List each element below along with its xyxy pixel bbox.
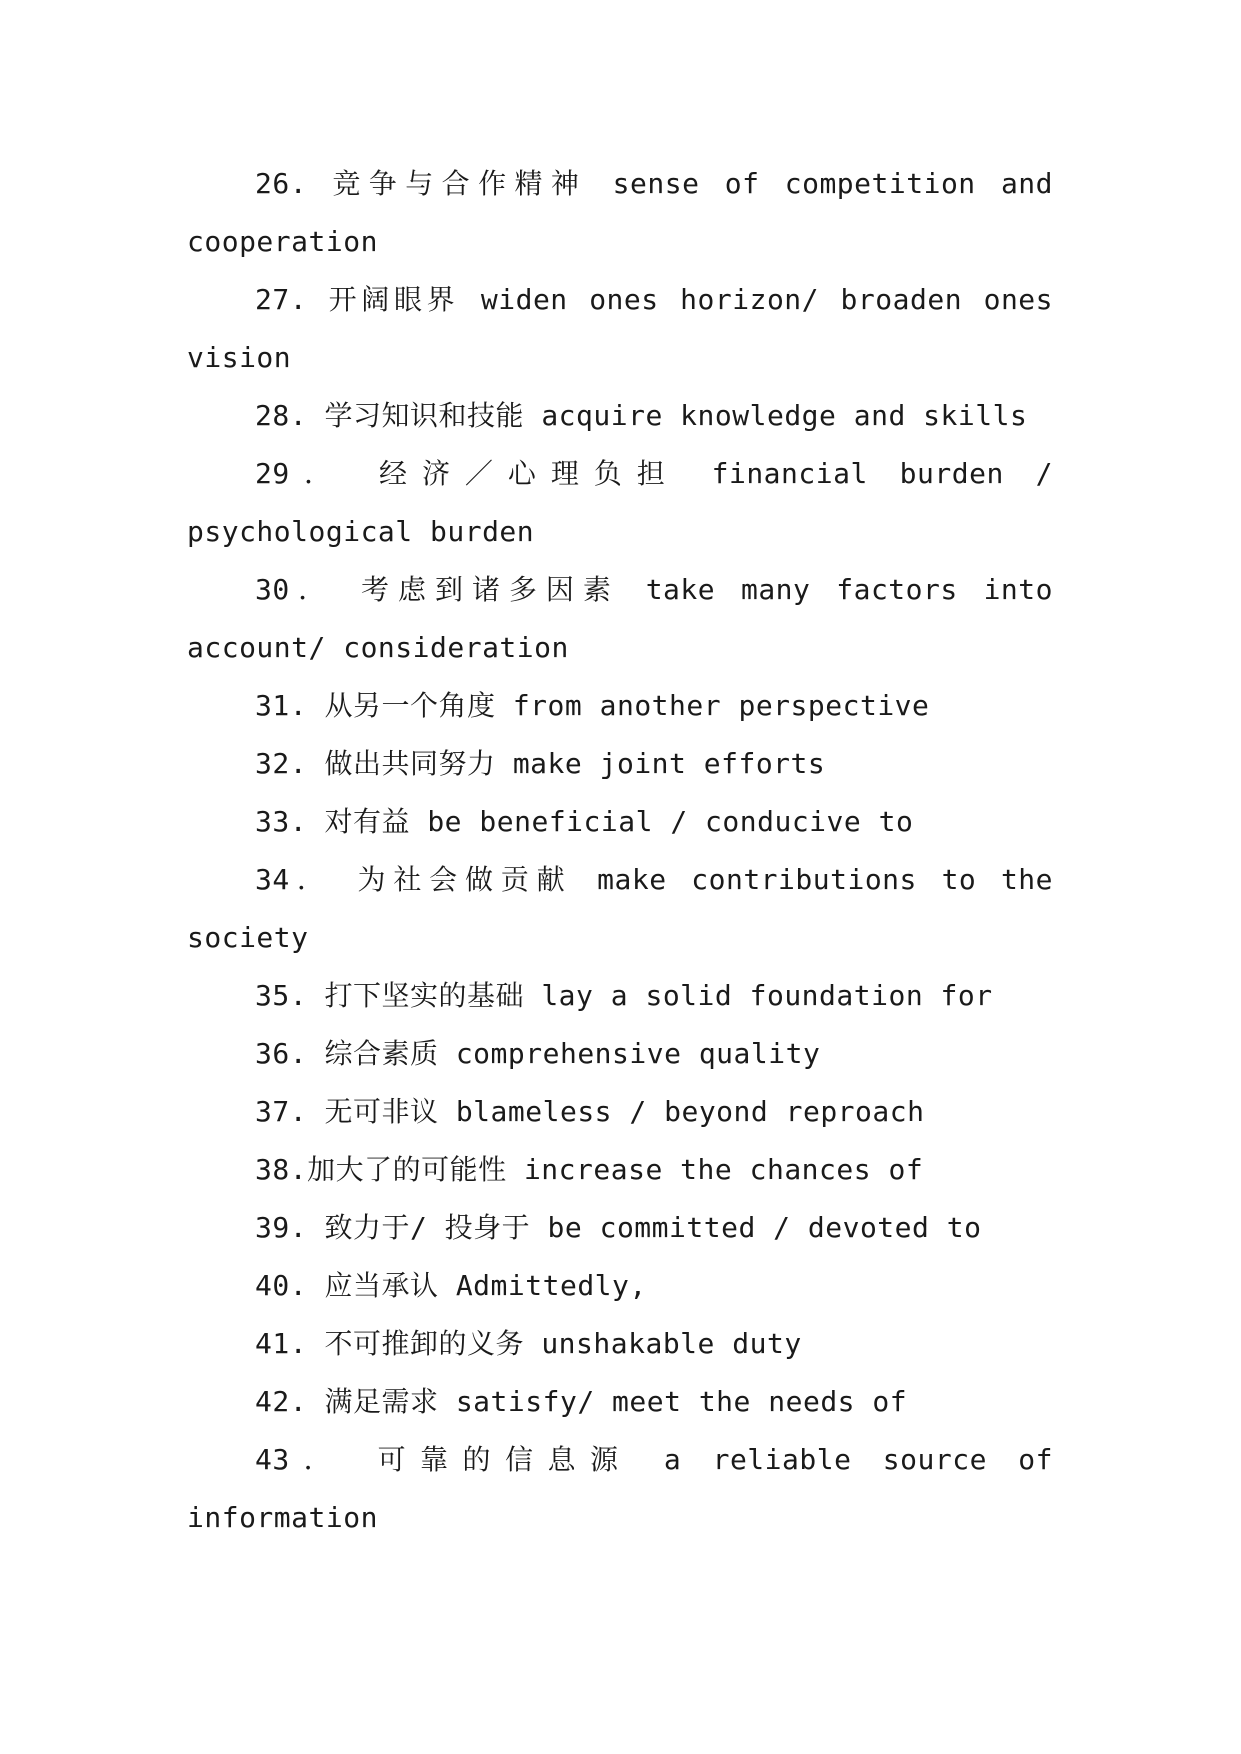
entry-number: 26.	[255, 167, 308, 200]
entry-english: widen ones horizon/ broaden ones vision	[187, 283, 1054, 374]
entry-chinese: 不可推卸的义务	[324, 1327, 524, 1360]
entry-chinese: 开阔眼界	[328, 283, 460, 316]
entry-number: 30．	[255, 573, 336, 606]
entry-english: unshakable duty	[541, 1327, 802, 1360]
list-item	[187, 735, 1053, 793]
entry-chinese: 应当承认	[324, 1269, 439, 1302]
list-item	[187, 1315, 1053, 1373]
list-item	[187, 1025, 1053, 1083]
list-item	[187, 387, 1053, 445]
entry-number: 40.	[255, 1269, 308, 1302]
entry-chinese: 致力于/ 投身于	[324, 1211, 531, 1244]
entry-english: financial burden / psychological burden	[187, 457, 1053, 548]
entry-chinese: 竞争与合作精神	[332, 167, 588, 200]
list-item	[187, 793, 1053, 851]
phrase-list	[187, 155, 1053, 1547]
entry-number: 38.	[255, 1153, 308, 1186]
entry-english: be beneficial / conducive to	[427, 805, 914, 838]
list-item	[187, 1083, 1053, 1141]
entry-chinese: 为社会做贡献	[357, 863, 573, 896]
list-item	[187, 1141, 1053, 1199]
entry-english: a reliable source of information	[187, 1443, 1053, 1534]
entry-number: 28.	[255, 399, 308, 432]
entry-number: 35.	[255, 979, 308, 1012]
list-item	[187, 445, 1053, 561]
entry-number: 43．	[255, 1443, 347, 1476]
entry-english: comprehensive quality	[455, 1037, 821, 1070]
entry-english: lay a solid foundation for	[541, 979, 993, 1012]
entry-english: blameless / beyond reproach	[455, 1095, 925, 1128]
entry-chinese: 做出共同努力	[324, 747, 496, 780]
entry-number: 34．	[255, 863, 333, 896]
entry-chinese: 可靠的信息源	[377, 1443, 633, 1476]
entry-chinese: 对有益	[324, 805, 410, 838]
entry-english: acquire knowledge and skills	[541, 399, 1028, 432]
entry-number: 31.	[255, 689, 308, 722]
entry-chinese: 综合素质	[324, 1037, 439, 1070]
entry-number: 32.	[255, 747, 308, 780]
list-item	[187, 1373, 1053, 1431]
entry-number: 33.	[255, 805, 308, 838]
list-item	[187, 677, 1053, 735]
entry-number: 27.	[255, 283, 308, 316]
entry-english: from another perspective	[512, 689, 930, 722]
entry-number: 41.	[255, 1327, 308, 1360]
list-item	[187, 1431, 1053, 1547]
entry-number: 37.	[255, 1095, 308, 1128]
list-item	[187, 271, 1053, 387]
entry-chinese: 加大了的可能性	[307, 1153, 507, 1186]
list-item	[187, 561, 1053, 677]
list-item	[187, 851, 1053, 967]
list-item	[187, 1257, 1053, 1315]
entry-chinese: 无可非议	[324, 1095, 439, 1128]
entry-chinese: 考虑到诸多因素	[361, 573, 620, 606]
entry-english: satisfy/ meet the needs of	[455, 1385, 908, 1418]
entry-english: increase the chances of	[523, 1153, 924, 1186]
entry-english: be committed / devoted to	[547, 1211, 982, 1244]
entry-english: Admittedly,	[455, 1269, 647, 1302]
list-item	[187, 967, 1053, 1025]
entry-english: make joint efforts	[512, 747, 826, 780]
entry-english: sense of competition and cooperation	[187, 167, 1054, 258]
list-item	[187, 1199, 1053, 1257]
entry-chinese: 打下坚实的基础	[324, 979, 524, 1012]
entry-number: 29．	[255, 457, 348, 490]
entry-chinese: 满足需求	[324, 1385, 439, 1418]
entry-chinese: 经济／心理负担	[378, 457, 680, 490]
entry-english: make contributions to the society	[187, 863, 1054, 954]
entry-number: 39.	[255, 1211, 308, 1244]
entry-english: take many factors into account/ consideration	[187, 573, 1053, 664]
entry-chinese: 学习知识和技能	[324, 399, 524, 432]
entry-chinese: 从另一个角度	[324, 689, 496, 722]
entry-number: 36.	[255, 1037, 308, 1070]
list-item	[187, 155, 1053, 271]
entry-number: 42.	[255, 1385, 308, 1418]
